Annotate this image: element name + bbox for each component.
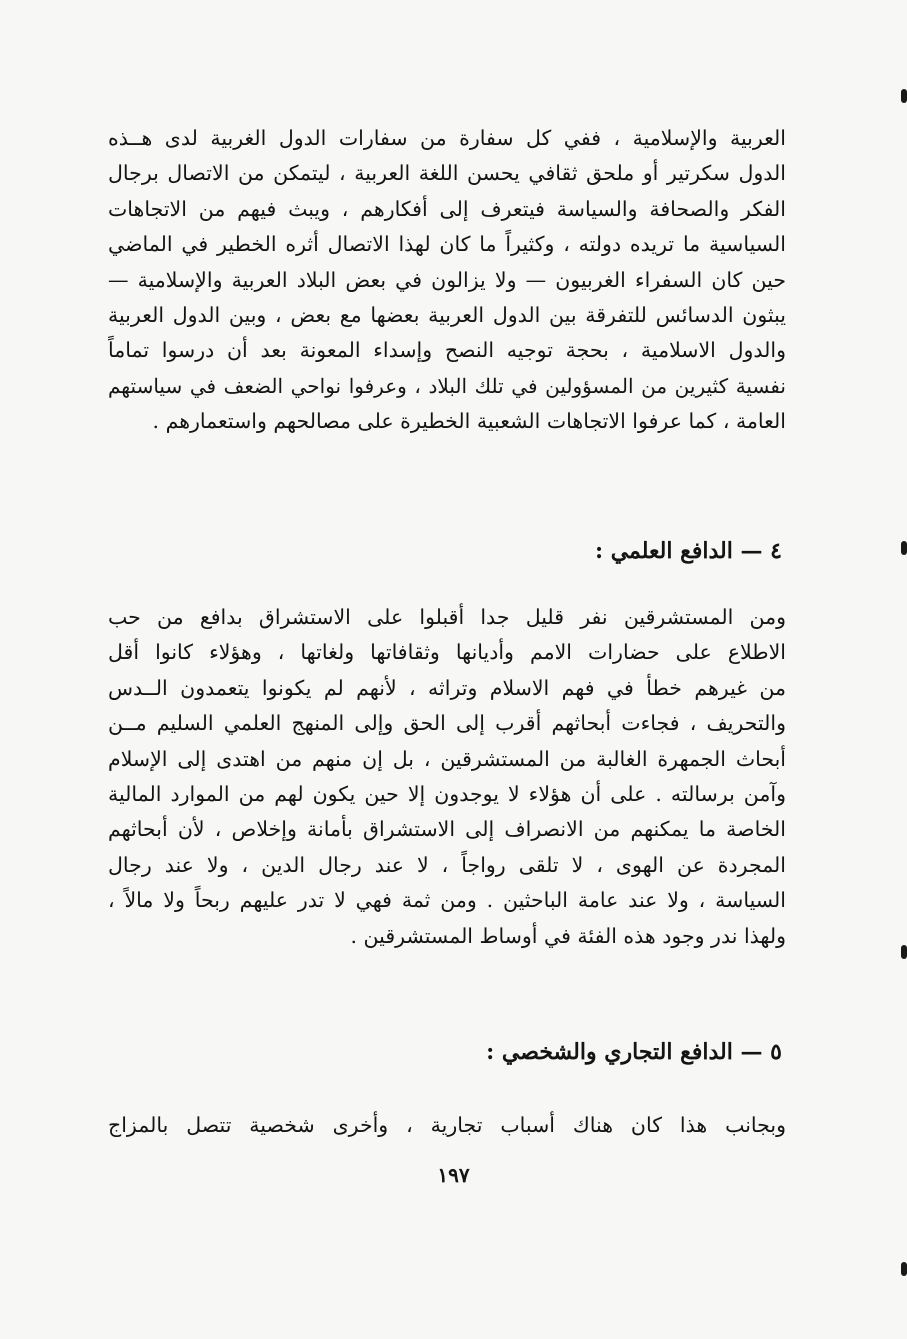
text-line: السياسة ، ولا عند عامة الباحثين . ومن ثمة فهي لا تدر عليهم ربحاً ولا مالاً ، <box>108 888 786 913</box>
text-line: العامة ، كما عرفوا الاتجاهات الشعبية الخطيرة على مصالحهم واستعمارهم . <box>152 409 786 434</box>
binding-mark <box>901 541 907 555</box>
paragraph-1 <box>108 121 786 440</box>
text-line: ولهذا ندر وجود هذه الفئة في أوساط المستشرقين . <box>350 923 786 948</box>
text-line: أبحاث الجمهرة الغالبة من المستشرقين ، بل إن منهم من اهتدى إلى الإسلام <box>108 746 786 771</box>
section-heading-5: ٥ — الدافع التجاري والشخصي : <box>486 1039 782 1065</box>
text-line: وبجانب هذا كان هناك أسباب تجارية ، وأخرى شخصية تتصل بالمزاج <box>108 1113 786 1137</box>
text-line: الاطلاع على حضارات الامم وأديانها وثقافاتها ولغاتها ، وهؤلاء كانوا أقل <box>108 640 786 665</box>
binding-mark <box>901 1262 907 1276</box>
text-line: من غيرهم خطأ في فهم الاسلام وتراثه ، لأنهم لم يكونوا يتعمدون الــدس <box>108 675 786 700</box>
text-line: وآمن برسالته . على أن هؤلاء لا يوجدون إلا حين يكون لهم من الموارد المالية <box>108 781 786 806</box>
text-line: والدول الاسلامية ، بحجة توجيه النصح وإسداء المعونة بعد أن درسوا تماماً <box>108 338 786 363</box>
text-line: الدول سكرتير أو ملحق ثقافي يحسن اللغة العربية ، ليتمكن من الاتصال برجال <box>108 161 786 186</box>
text-line: العربية والإسلامية ، ففي كل سفارة من سفارات الدول الغربية لدى هــذه <box>108 126 786 150</box>
text-line: الفكر والصحافة والسياسة فيتعرف إلى أفكارهم ، ويبث فيهم من الاتجاهات <box>108 196 786 221</box>
page-number: ١٩٧ <box>437 1163 470 1187</box>
text-line: حين كان السفراء الغربيون — ولا يزالون في بعض البلاد العربية والإسلامية — <box>108 267 786 292</box>
text-line: ومن المستشرقين نفر قليل جدا أقبلوا على الاستشراق بدافع من حب <box>108 605 786 629</box>
binding-mark <box>901 89 907 103</box>
text-line: الخاصة ما يمكنهم من الانصراف إلى الاستشراق بأمانة وإخلاص ، لأن أبحاثهم <box>108 817 786 842</box>
text-line: يبثون الدسائس للتفرقة بين الدول العربية بعضها مع بعض ، وبين الدول العربية <box>108 302 786 327</box>
paragraph-3 <box>108 1108 786 1143</box>
text-line: نفسية كثيرين من المسؤولين في تلك البلاد ، وعرفوا نواحي الضعف في سياستهم <box>108 373 786 398</box>
text-line: السياسية ما تريده دولته ، وكثيراً ما كان لهذا الاتصال أثره الخطير في الماضي <box>108 232 786 257</box>
binding-mark <box>901 945 907 959</box>
text-line: المجردة عن الهوى ، لا تلقى رواجاً ، لا عند رجال الدين ، ولا عند رجال <box>108 852 786 877</box>
text-line: والتحريف ، فجاءت أبحاثهم أقرب إلى الحق وإلى المنهج العلمي السليم مــن <box>108 711 786 736</box>
paragraph-2 <box>108 600 786 954</box>
section-heading-4: ٤ — الدافع العلمي : <box>594 538 782 564</box>
